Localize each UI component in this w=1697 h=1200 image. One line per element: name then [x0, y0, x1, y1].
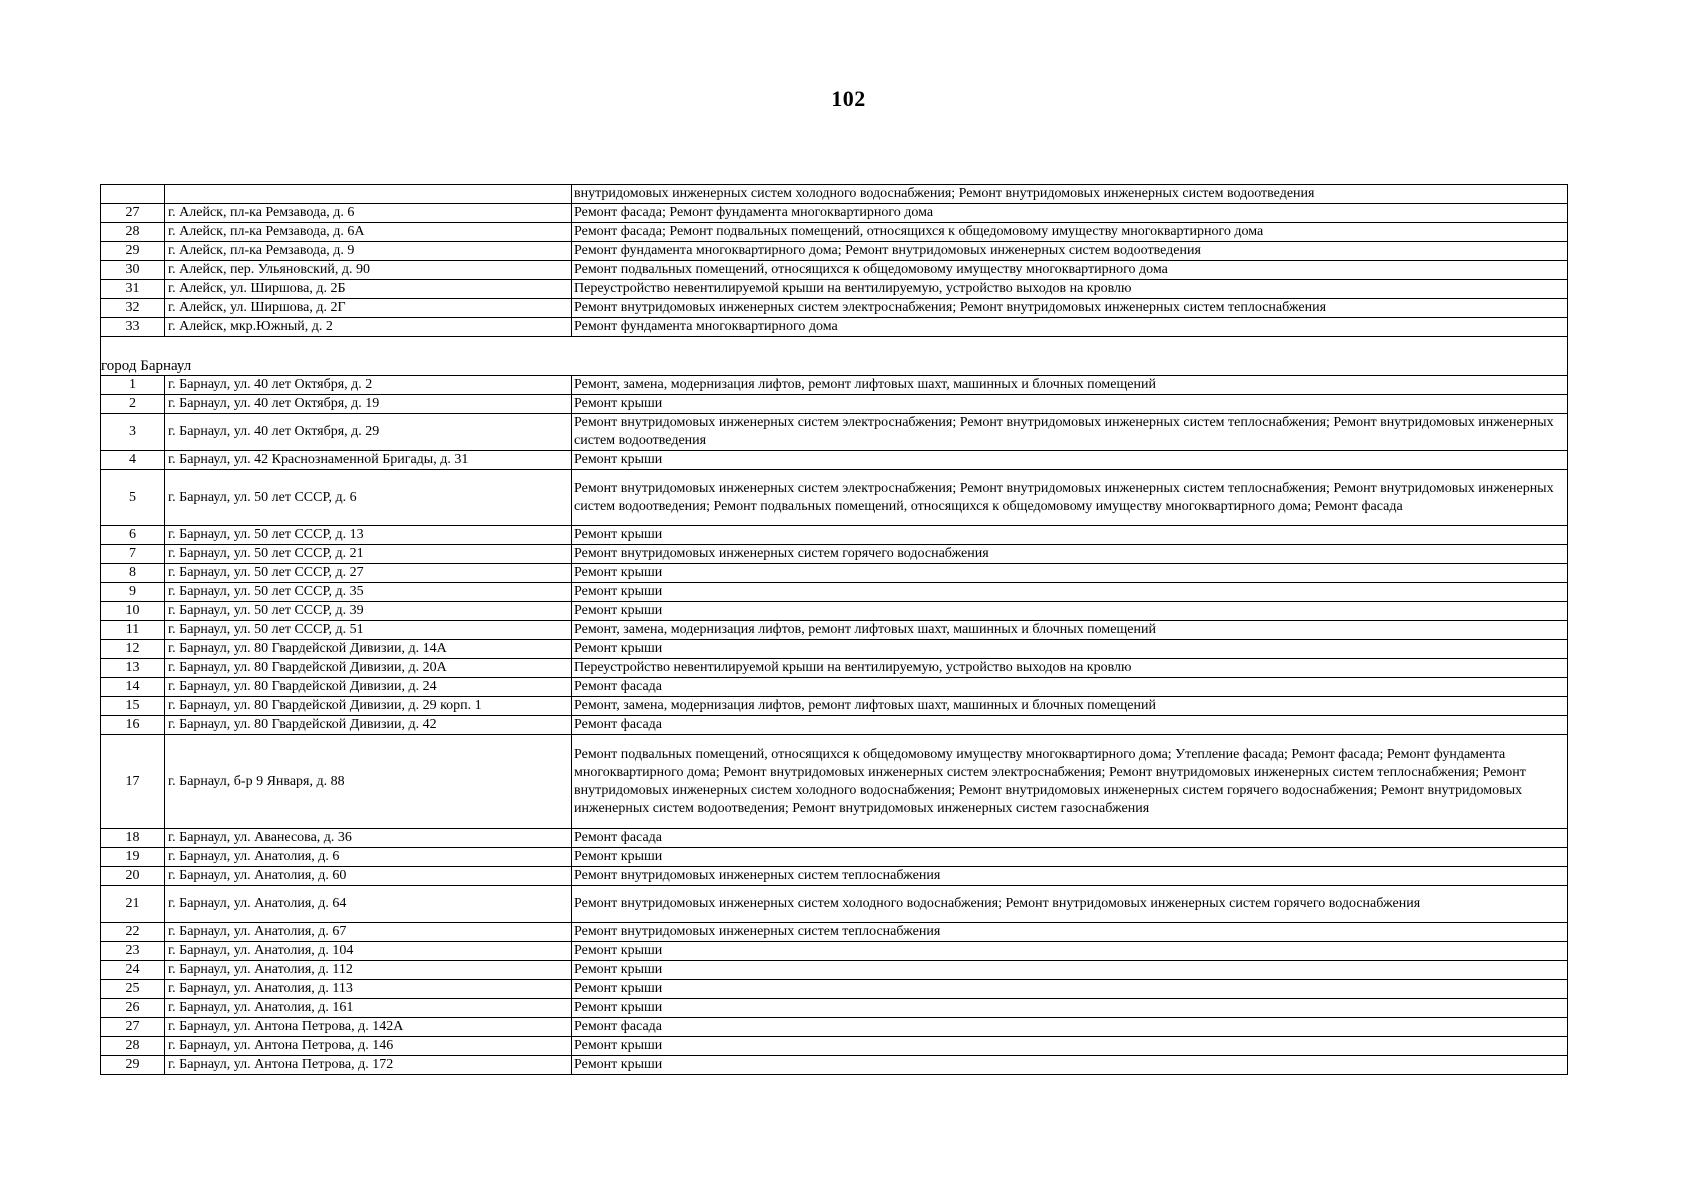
row-number: 29	[101, 1056, 165, 1075]
row-address: г. Барнаул, б-р 9 Января, д. 88	[165, 735, 572, 829]
row-works: Ремонт, замена, модернизация лифтов, ремонт лифтовых шахт, машинных и блочных помещений	[572, 621, 1568, 640]
row-works: Ремонт крыши	[572, 999, 1568, 1018]
row-works: Ремонт фасада	[572, 716, 1568, 735]
row-address: г. Барнаул, ул. 50 лет СССР, д. 27	[165, 564, 572, 583]
row-address: г. Барнаул, ул. 50 лет СССР, д. 39	[165, 602, 572, 621]
table-row	[101, 980, 1568, 999]
row-works: Ремонт фасада	[572, 678, 1568, 697]
row-number: 8	[101, 564, 165, 583]
row-works: Ремонт крыши	[572, 395, 1568, 414]
table-row	[101, 1037, 1568, 1056]
row-number: 22	[101, 923, 165, 942]
row-address: г. Барнаул, ул. Анатолия, д. 112	[165, 961, 572, 980]
row-number: 18	[101, 829, 165, 848]
row-works: Ремонт внутридомовых инженерных систем электроснабжения; Ремонт внутридомовых инженерных систем теплоснабжения; Ремонт внутридомовых инженерных систем водоотведения; Ремонт подвальных помещений, относящихся к общедомовому имуществу многоквартирного дома; Ремонт фасада	[572, 470, 1568, 526]
table-row	[101, 999, 1568, 1018]
row-address: г. Алейск, пл-ка Ремзавода, д. 6А	[165, 223, 572, 242]
row-address: г. Барнаул, ул. Анатолия, д. 60	[165, 867, 572, 886]
row-works: Ремонт внутридомовых инженерных систем теплоснабжения	[572, 867, 1568, 886]
row-address: г. Барнаул, ул. Анатолия, д. 113	[165, 980, 572, 999]
row-address: г. Барнаул, ул. 80 Гвардейской Дивизии, д. 14А	[165, 640, 572, 659]
row-address: г. Барнаул, ул. Антона Петрова, д. 142А	[165, 1018, 572, 1037]
row-number: 33	[101, 318, 165, 337]
row-address: г. Барнаул, ул. Аванесова, д. 36	[165, 829, 572, 848]
row-works: Ремонт крыши	[572, 1037, 1568, 1056]
row-works: Ремонт крыши	[572, 1056, 1568, 1075]
row-number: 11	[101, 621, 165, 640]
table-row	[101, 697, 1568, 716]
row-address: г. Барнаул, ул. 42 Краснознаменной Бригады, д. 31	[165, 451, 572, 470]
row-works: Ремонт внутридомовых инженерных систем теплоснабжения	[572, 923, 1568, 942]
row-address: г. Алейск, пер. Ульяновский, д. 90	[165, 261, 572, 280]
table-row	[101, 942, 1568, 961]
table-row	[101, 659, 1568, 678]
row-number: 19	[101, 848, 165, 867]
table-row	[101, 621, 1568, 640]
row-works: Ремонт, замена, модернизация лифтов, ремонт лифтовых шахт, машинных и блочных помещений	[572, 376, 1568, 395]
row-number: 26	[101, 999, 165, 1018]
table-row	[101, 1056, 1568, 1075]
row-works: Переустройство невентилируемой крыши на вентилируемую, устройство выходов на кровлю	[572, 659, 1568, 678]
row-number: 31	[101, 280, 165, 299]
row-number: 9	[101, 583, 165, 602]
row-works: Ремонт крыши	[572, 583, 1568, 602]
row-address	[165, 185, 572, 204]
row-address: г. Барнаул, ул. 50 лет СССР, д. 6	[165, 470, 572, 526]
row-address: г. Барнаул, ул. Анатолия, д. 6	[165, 848, 572, 867]
table-row	[101, 867, 1568, 886]
row-works: Ремонт крыши	[572, 848, 1568, 867]
row-works: Ремонт крыши	[572, 451, 1568, 470]
row-works: Ремонт внутридомовых инженерных систем электроснабжения; Ремонт внутридомовых инженерных систем теплоснабжения; Ремонт внутридомовых инженерных систем водоотведения	[572, 414, 1568, 451]
row-number: 7	[101, 545, 165, 564]
table-row	[101, 735, 1568, 829]
table-row	[101, 923, 1568, 942]
table-row	[101, 678, 1568, 697]
table-row	[101, 185, 1568, 204]
row-address: г. Алейск, ул. Ширшова, д. 2Г	[165, 299, 572, 318]
row-address: г. Барнаул, ул. 50 лет СССР, д. 21	[165, 545, 572, 564]
row-number: 21	[101, 886, 165, 923]
table-row	[101, 299, 1568, 318]
row-address: г. Барнаул, ул. 40 лет Октября, д. 29	[165, 414, 572, 451]
section-row	[101, 337, 1568, 376]
row-address: г. Алейск, ул. Ширшова, д. 2Б	[165, 280, 572, 299]
row-address: г. Барнаул, ул. Анатолия, д. 67	[165, 923, 572, 942]
row-number: 13	[101, 659, 165, 678]
row-number: 12	[101, 640, 165, 659]
table-row	[101, 716, 1568, 735]
table-row	[101, 583, 1568, 602]
section-title: город Барнаул	[101, 337, 1568, 376]
row-address: г. Барнаул, ул. 50 лет СССР, д. 13	[165, 526, 572, 545]
row-number: 6	[101, 526, 165, 545]
table-row	[101, 451, 1568, 470]
row-address: г. Барнаул, ул. 50 лет СССР, д. 51	[165, 621, 572, 640]
row-address: г. Барнаул, ул. 80 Гвардейской Дивизии, д. 24	[165, 678, 572, 697]
row-works: Ремонт крыши	[572, 564, 1568, 583]
table-row	[101, 470, 1568, 526]
row-number: 1	[101, 376, 165, 395]
row-number: 28	[101, 1037, 165, 1056]
row-address: г. Барнаул, ул. Антона Петрова, д. 146	[165, 1037, 572, 1056]
table-row	[101, 395, 1568, 414]
row-number: 24	[101, 961, 165, 980]
table-row	[101, 545, 1568, 564]
row-works: Ремонт внутридомовых инженерных систем холодного водоснабжения; Ремонт внутридомовых инженерных систем горячего водоснабжения	[572, 886, 1568, 923]
table-row	[101, 280, 1568, 299]
row-number: 16	[101, 716, 165, 735]
table-row	[101, 204, 1568, 223]
row-number: 30	[101, 261, 165, 280]
row-works: Ремонт подвальных помещений, относящихся к общедомовому имуществу многоквартирного дома	[572, 261, 1568, 280]
table-row	[101, 848, 1568, 867]
row-address: г. Барнаул, ул. 40 лет Октября, д. 19	[165, 395, 572, 414]
row-address: г. Барнаул, ул. 80 Гвардейской Дивизии, д. 20А	[165, 659, 572, 678]
page-number: 102	[831, 86, 866, 111]
row-number: 27	[101, 1018, 165, 1037]
row-address: г. Барнаул, ул. Анатолия, д. 64	[165, 886, 572, 923]
table-row	[101, 242, 1568, 261]
row-address: г. Алейск, пл-ка Ремзавода, д. 6	[165, 204, 572, 223]
row-number: 28	[101, 223, 165, 242]
row-works: Ремонт фасада; Ремонт подвальных помещений, относящихся к общедомовому имуществу многоквартирного дома	[572, 223, 1568, 242]
row-works: Ремонт, замена, модернизация лифтов, ремонт лифтовых шахт, машинных и блочных помещений	[572, 697, 1568, 716]
row-address: г. Барнаул, ул. Анатолия, д. 161	[165, 999, 572, 1018]
row-works: Ремонт крыши	[572, 980, 1568, 999]
table-row	[101, 602, 1568, 621]
row-address: г. Барнаул, ул. Антона Петрова, д. 172	[165, 1056, 572, 1075]
row-works: Ремонт внутридомовых инженерных систем электроснабжения; Ремонт внутридомовых инженерных систем теплоснабжения	[572, 299, 1568, 318]
table-row	[101, 318, 1568, 337]
row-works: Ремонт крыши	[572, 640, 1568, 659]
row-number: 32	[101, 299, 165, 318]
row-works: Переустройство невентилируемой крыши на вентилируемую, устройство выходов на кровлю	[572, 280, 1568, 299]
row-number	[101, 185, 165, 204]
row-number: 15	[101, 697, 165, 716]
table-row	[101, 640, 1568, 659]
row-number: 23	[101, 942, 165, 961]
row-number: 17	[101, 735, 165, 829]
row-works: Ремонт фасада	[572, 829, 1568, 848]
row-number: 10	[101, 602, 165, 621]
row-number: 20	[101, 867, 165, 886]
row-works: Ремонт крыши	[572, 961, 1568, 980]
row-address: г. Барнаул, ул. Анатолия, д. 104	[165, 942, 572, 961]
row-works: Ремонт крыши	[572, 526, 1568, 545]
table-row	[101, 1018, 1568, 1037]
row-address: г. Барнаул, ул. 40 лет Октября, д. 2	[165, 376, 572, 395]
row-address: г. Алейск, пл-ка Ремзавода, д. 9	[165, 242, 572, 261]
row-works: Ремонт крыши	[572, 602, 1568, 621]
row-number: 5	[101, 470, 165, 526]
table-row	[101, 829, 1568, 848]
row-number: 3	[101, 414, 165, 451]
row-address: г. Барнаул, ул. 80 Гвардейской Дивизии, д. 42	[165, 716, 572, 735]
row-works: Ремонт фундамента многоквартирного дома	[572, 318, 1568, 337]
row-works: Ремонт фундамента многоквартирного дома; Ремонт внутридомовых инженерных систем водоотведения	[572, 242, 1568, 261]
table-row	[101, 414, 1568, 451]
row-number: 27	[101, 204, 165, 223]
row-address: г. Алейск, мкр.Южный, д. 2	[165, 318, 572, 337]
row-address: г. Барнаул, ул. 50 лет СССР, д. 35	[165, 583, 572, 602]
row-number: 14	[101, 678, 165, 697]
row-works: внутридомовых инженерных систем холодного водоснабжения; Ремонт внутридомовых инженерных систем водоотведения	[572, 185, 1568, 204]
table-row	[101, 886, 1568, 923]
repair-table	[100, 184, 1568, 1075]
row-number: 25	[101, 980, 165, 999]
table-row	[101, 526, 1568, 545]
row-works: Ремонт фасада	[572, 1018, 1568, 1037]
row-works: Ремонт подвальных помещений, относящихся к общедомовому имуществу многоквартирного дома; Утепление фасада; Ремонт фасада; Ремонт фундамента многоквартирного дома; Ремонт внутридомовых инженерных систем электроснабжения; Ремонт внутридомовых инженерных систем теплоснабжения; Ремонт внутридомовых инженерных систем холодного водоснабжения; Ремонт внутридомовых инженерных систем горячего водоснабжения; Ремонт внутридомовых инженерных систем водоотведения; Ремонт внутридомовых инженерных систем газоснабжения	[572, 735, 1568, 829]
row-works: Ремонт фасада; Ремонт фундамента многоквартирного дома	[572, 204, 1568, 223]
table-row	[101, 376, 1568, 395]
row-address: г. Барнаул, ул. 80 Гвардейской Дивизии, д. 29 корп. 1	[165, 697, 572, 716]
table-row	[101, 261, 1568, 280]
table-row	[101, 564, 1568, 583]
table-row	[101, 961, 1568, 980]
row-works: Ремонт крыши	[572, 942, 1568, 961]
row-number: 2	[101, 395, 165, 414]
row-works: Ремонт внутридомовых инженерных систем горячего водоснабжения	[572, 545, 1568, 564]
table-row	[101, 223, 1568, 242]
row-number: 29	[101, 242, 165, 261]
row-number: 4	[101, 451, 165, 470]
